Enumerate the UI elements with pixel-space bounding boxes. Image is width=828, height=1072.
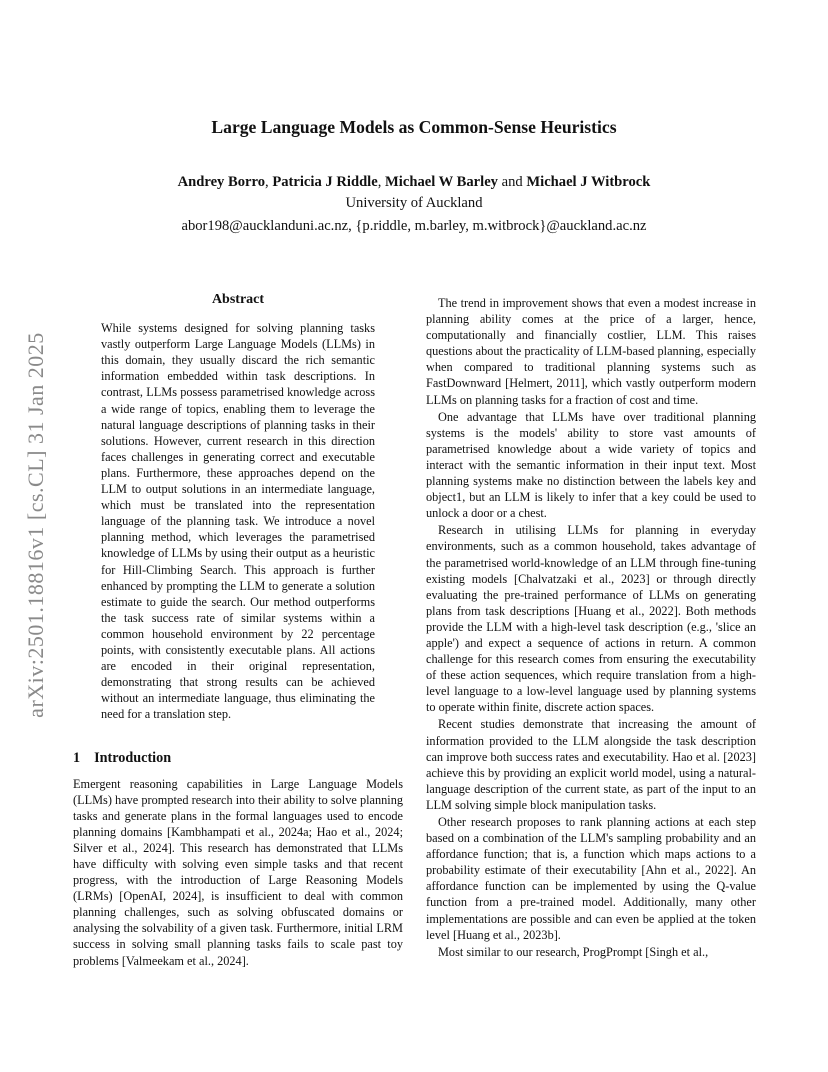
author-conjunction: and — [501, 174, 523, 190]
author-name: Andrey Borro — [177, 174, 266, 190]
author-separator: , — [377, 174, 386, 190]
abstract-text: While systems designed for solving planning tasks vastly outperform Large Language Models (LLMs) in this domain, they usually discard the rich semantic information embedded within task descriptions. In contrast, LLMs possess parametrised knowledge across a wide range of topics, enabling them to leverage the natural language descriptions of planning tasks in their solutions. However, current research in this direction faces challenges in generating correct and executable plans. Furthermore, these approaches depend on the LLM to output solutions in an intermediate language, which must be translated into the representation language of the planning task. We introduce a novel planning method, which leverages the parametrised knowledge of LLMs by using their output as a heuristic for Hill-Climbing Search. This approach is further enhanced by prompting the LLM to generate a solution estimate to guide the search. Our method outperforms the task success rate of similar systems within a common household environment by 22 percentage points, with consistently executable plans. All actions are encoded in their original representation, demonstrating that strong results can be achieved without an intermediate language, thus eliminating the need for a translation step. — [101, 321, 375, 722]
section-number: 1 — [73, 750, 81, 767]
body-paragraph: One advantage that LLMs have over traditional planning systems is the models' ability to store vast amounts of parametrised knowledge about a wide variety of topics and interact with the semantic information in their input text. Most planning systems make no distinction between the labels key and object1, but an LLM is likely to infer that a key could be used to unlock a door or a chest. — [426, 409, 756, 521]
author-emails: abor198@aucklanduni.ac.nz, {p.riddle, m.barley, m.witbrock}@auckland.ac.nz — [181, 218, 647, 234]
abstract-heading: Abstract — [211, 292, 265, 307]
author-affiliation: University of Auckland — [345, 195, 483, 211]
paper-title: Large Language Models as Common-Sense Heuristics — [211, 117, 617, 137]
arxiv-identifier: arXiv:2501.18816v1 [cs.CL] 31 Jan 2025 — [23, 332, 48, 718]
section-title: Introduction — [94, 750, 172, 767]
author-name: Michael W Barley — [385, 174, 498, 190]
body-paragraph: Recent studies demonstrate that increasing the amount of information provided to the LLM alongside the task description can improve both success rates and executability. Hao et al. [2023] achieve this by providing an explicit world model, using a natural-language description of the current state, as part of the input to an LLM solving simple block manipulation tasks. — [426, 717, 756, 812]
section-heading — [73, 750, 403, 766]
body-paragraph: Other research proposes to rank planning actions at each step based on a combination of the LLM's sampling probability and an affordance function; that is, a function which maps actions to a probability estimate of their executability [Ahn et al., 2022]. An affordance function can be implemented by using the Q-value function from a pre-trained model. Additionally, many other implementations are possible and can even be applied at the token level [Huang et al., 2023b]. — [426, 815, 756, 942]
left-column — [73, 292, 403, 970]
body-paragraph: Most similar to our research, ProgPrompt [Singh et al., — [438, 944, 709, 959]
author-separator: , — [265, 174, 273, 190]
author-name: Michael J Witbrock — [526, 174, 651, 190]
introduction-paragraph: Emergent reasoning capabilities in Large Language Models (LLMs) have prompted research into their ability to solve planning tasks and generate plans in the formal languages used to encode planning domains [Kambhampati et al., 2024a; Hao et al., 2024; Silver et al., 2024]. This research has demonstrated that LLMs have difficulty with solving even simple tasks and that recent progress, with the introduction of Large Reasoning Models (LRMs) [OpenAI, 2024], is insufficient to deal with common planning challenges, such as solving obfuscated domains or analysing the solvability of a given task. Furthermore, initial LRM success in solving small planning tasks fails to scale past toy problems [Valmeekam et al., 2024]. — [73, 776, 403, 968]
body-paragraph: The trend in improvement shows that even a modest increase in planning ability comes at the price of a larger, hence, computationally and financially costlier, LLM. This raises questions about the practicality of LLM-based planning, especially when compared to traditional planning systems such as FastDownward [Helmert, 2011], which vastly outperform modern LLMs on planning tasks for a fraction of cost and time. — [426, 296, 756, 407]
author-name: Patricia J Riddle — [272, 174, 378, 190]
right-column — [426, 295, 756, 961]
author-list — [0, 174, 828, 191]
body-paragraph: Research in utilising LLMs for planning in everyday environments, such as a common household, takes advantage of the parametrised world-knowledge of an LLM through fine-tuning existing models [Chalvatzaki et al., 2023] or through directly evaluating the pre-trained performance of LLMs on generating plans from task descriptions [Huang et al., 2022]. Both methods provide the LLM with a high-level task description (e.g., 'slice an apple') and expect a sequence of actions in return. A common challenge for this research comes from ensuring the executability of these action sequences, which require translation from a high-level language to a low-level language used by planning systems to operate within finite, discrete action spaces. — [426, 523, 756, 715]
